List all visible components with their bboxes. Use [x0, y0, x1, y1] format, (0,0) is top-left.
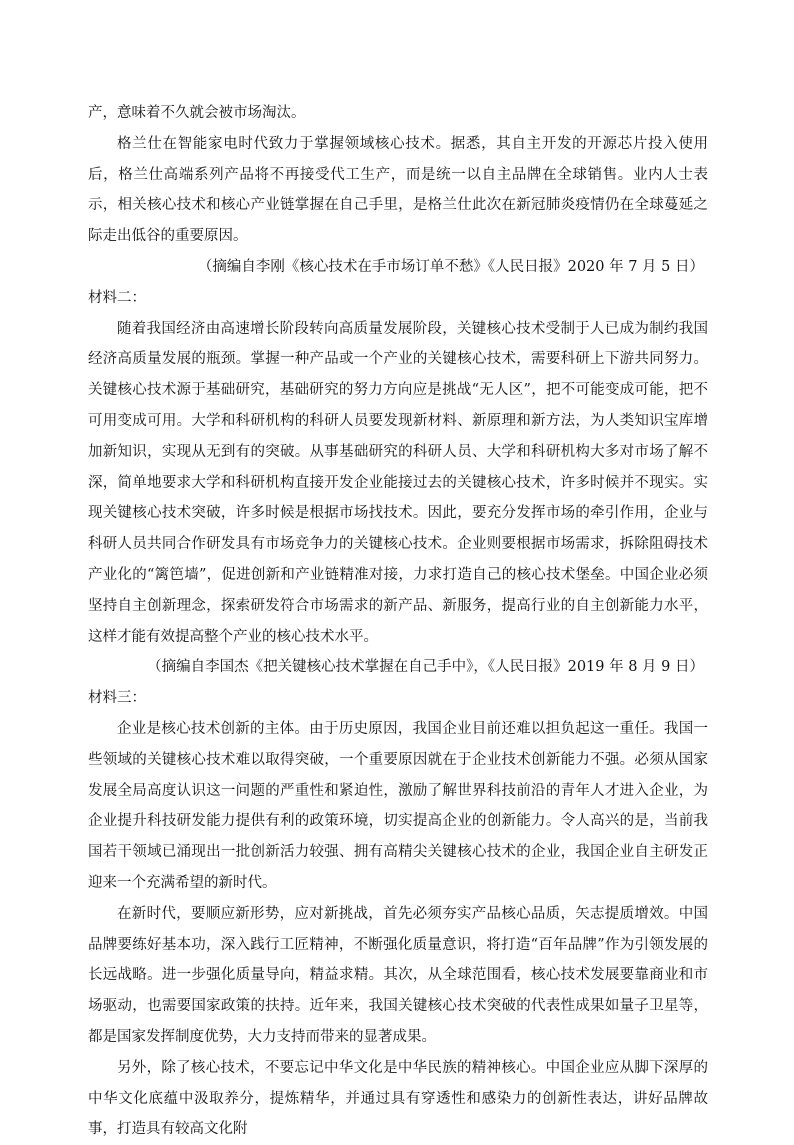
paragraph-material-three-3: 另外，除了核心技术，不要忘记中华文化是中华民族的精神核心。中国企业应从脚下深厚的中华文化底蕴中汲取养分，提炼精华，并通过具有穿透性和感染力的创新性表达，讲好品牌故事，打造具有较高文化附 [88, 1059, 708, 1138]
citation-material-two: （摘编自李国杰《把关键核心技术掌握在自己手中》，《人民日报》2019 年 8 月 9 日） [147, 659, 704, 676]
citation-material-one: （摘编自李刚《核心技术在手市场订单不愁》《人民日报》2020 年 7 月 5 日） [197, 258, 704, 275]
paragraph-galanz: 格兰仕在智能家电时代致力于掌握领域核心技术。据悉，其自主开发的开源芯片投入使用后，格兰仕高端系列产品将不再接受代工生产，而是统一以自主品牌在全球销售。业内人士表示，相关核心技术和核心产业链掌握在自己手里，是格兰仕此次在新冠肺炎疫情仍在全球蔓延之际走出低谷的重要原因。 [88, 135, 708, 245]
paragraph-material-three-1: 企业是核心技术创新的主体。由于历史原因，我国企业目前还难以担负起这一重任。我国一些领域的关键核心技术难以取得突破，一个重要原因就在于企业技术创新能力不强。必须从国家发展全局高度认识这一问题的严重性和紧迫性，激励了解世界科技前沿的青年人才进入企业，为企业提升科技研发能力提供有利的政策环境，切实提高企业的创新能力。令人高兴的是，当前我国若干领域已涌现出一批创新活力较强、拥有高精尖关键核心技术的企业，我国企业自主研发正迎来一个充满希望的新时代。 [88, 720, 708, 891]
paragraph-continuation: 产，意味着不久就会被市场淘汰。 [88, 105, 306, 121]
document-page [88, 98, 708, 1145]
paragraph-material-two: 随着我国经济由高速增长阶段转向高质量发展阶段，关键核心技术受制于人已成为制约我国经济高质量发展的瓶颈。掌握一种产品或一个产业的关键核心技术，需要科研上下游共同努力。关键核心技术源于基础研究，基础研究的努力方向应是挑战“无人区”，把不可能变成可能，把不可用变成可用。大学和科研机构的科研人员要发现新材料、新原理和新方法，为人类知识宝库增加新知识，实现从无到有的突破。从事基础研究的科研人员、大学和科研机构大多对市场了解不深，简单地要求大学和科研机构直接开发企业能接过去的关键核心技术，许多时候并不现实。实现关键核心技术突破，许多时候是根据市场找技术。因此，要充分发挥市场的牵引作用，企业与科研人员共同合作研发具有市场竞争力的关键核心技术。企业则要根据市场需求，拆除阻碍技术产业化的“篱笆墙”，促进创新和产业链精准对接，力求打造自己的核心技术堡垒。中国企业必须坚持自主创新理念，探索研发符合市场需求的新产品、新服务，提高行业的自主创新能力水平，这样才能有效提高整个产业的核心技术水平。 [88, 320, 708, 645]
heading-material-three: 材料三： [88, 690, 146, 707]
heading-material-two: 材料二： [88, 289, 146, 306]
paragraph-material-three-2: 在新时代，要顺应新形势，应对新挑战，首先必须夯实产品核心品质，矢志提质增效。中国品牌要练好基本功，深入践行工匠精神，不断强化质量意识，将打造“百年品牌”作为引领发展的长远战略。进一步强化质量导向，精益求精。其次，从全球范围看，核心技术发展要靠商业和市场驱动，也需要国家政策的扶持。近年来，我国关键核心技术突破的代表性成果如量子卫星等，都是国家发挥制度优势，大力支持而带来的显著成果。 [88, 905, 708, 1045]
